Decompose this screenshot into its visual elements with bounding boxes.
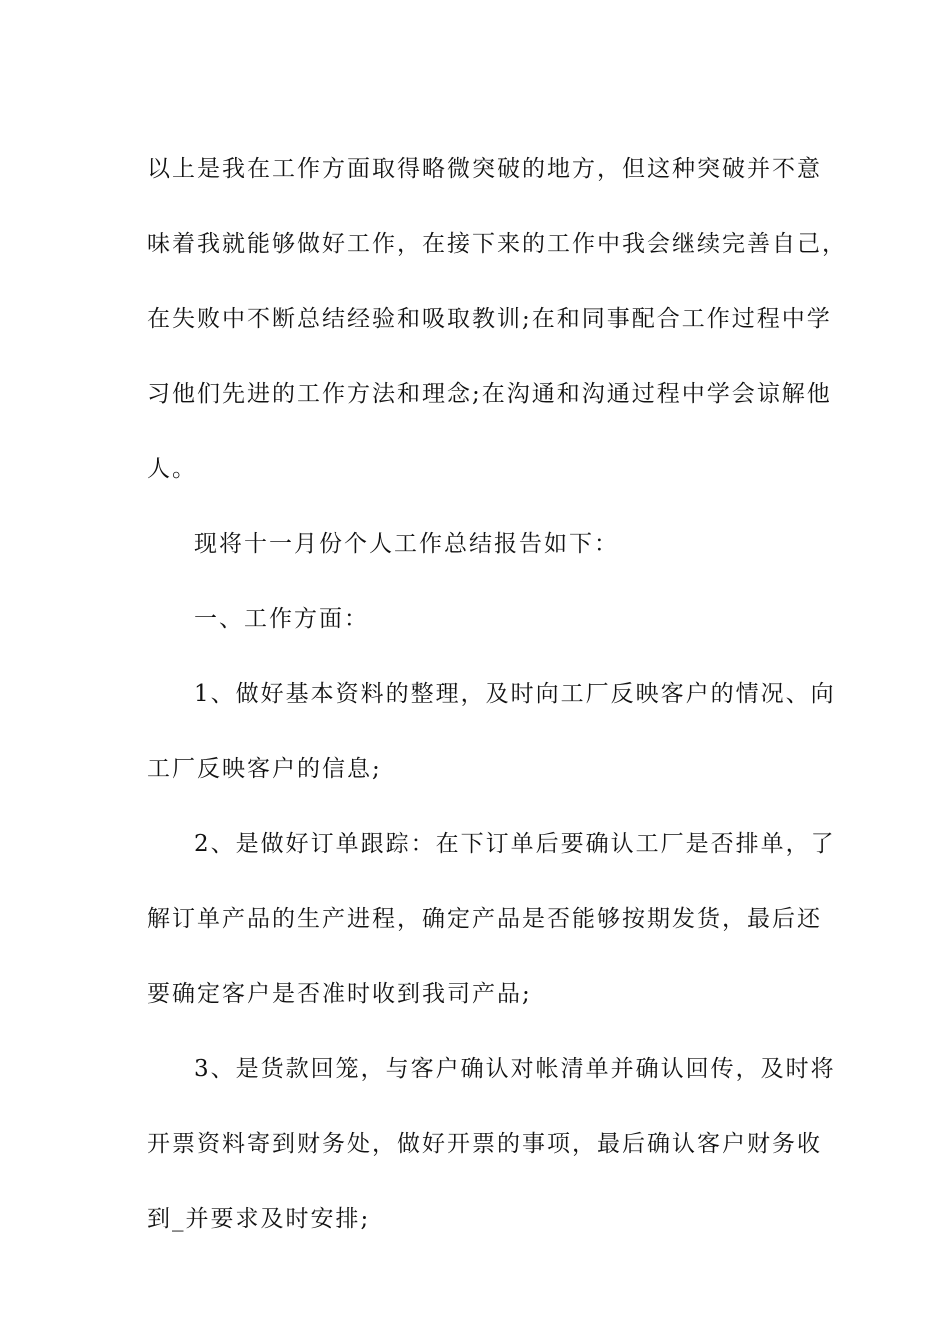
paragraph-line: 在失败中不断总结经验和吸取教训;在和同事配合工作过程中学 [147, 306, 832, 332]
list-item-line: 开票资料寄到财务处，做好开票的事项，最后确认客户财务收 [147, 1131, 822, 1157]
paragraph-line: 味着我就能够做好工作，在接下来的工作中我会继续完善自己， [147, 231, 847, 257]
paragraph-line: 习他们先进的工作方法和理念;在沟通和沟通过程中学会谅解他 [147, 381, 832, 407]
paragraph-line: 人。 [147, 456, 197, 482]
list-item-line: 要确定客户是否准时收到我司产品; [147, 981, 532, 1007]
list-item-line: 到_并要求及时安排; [147, 1206, 371, 1232]
paragraph-line: 以上是我在工作方面取得略微突破的地方，但这种突破并不意 [147, 156, 822, 182]
report-intro-line: 现将十一月份个人工作总结报告如下： [194, 531, 619, 557]
section-heading: 一、工作方面： [194, 606, 369, 632]
document-body [147, 132, 847, 1257]
list-item-line: 3、是货款回笼，与客户确认对帐清单并确认回传，及时将 [194, 1056, 836, 1082]
list-item-line: 2、是做好订单跟踪：在下订单后要确认工厂是否排单，了 [194, 831, 836, 857]
list-item-line: 工厂反映客户的信息; [147, 756, 382, 782]
list-item-line: 解订单产品的生产进程，确定产品是否能够按期发货，最后还 [147, 906, 822, 932]
list-item-line: 1、做好基本资料的整理，及时向工厂反映客户的情况、向 [194, 681, 836, 707]
